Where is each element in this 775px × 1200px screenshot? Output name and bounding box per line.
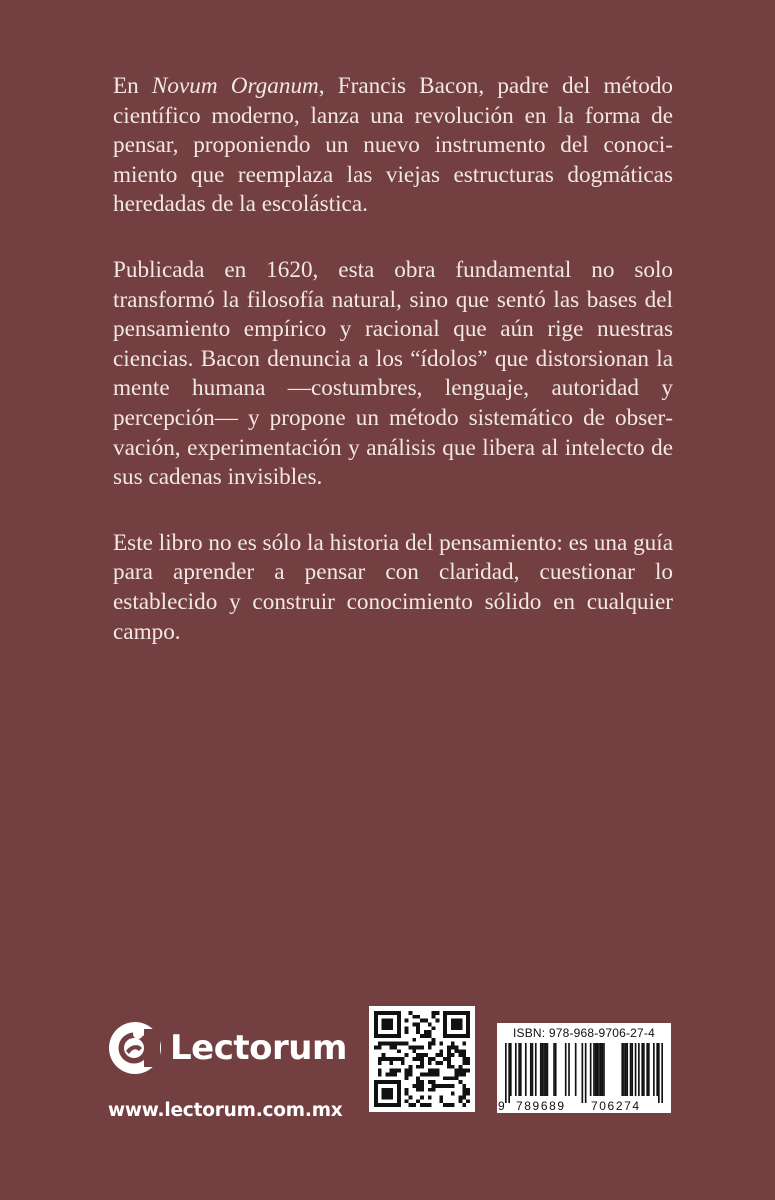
blurb-p1-lead: En (113, 73, 152, 99)
ean-right-group: 706274 (591, 1099, 641, 1113)
book-title: Novum Organum (151, 73, 319, 99)
barcode-bars (505, 1043, 663, 1103)
publisher-url: www.lectorum.com.mx (108, 1100, 343, 1121)
ean-left-group: 789689 (516, 1099, 566, 1113)
isbn-barcode (497, 1023, 671, 1113)
ean-digits (497, 1099, 671, 1113)
qr-code-icon (374, 1011, 470, 1107)
blurb-paragraph-2: Publicada en 1620, esta obra fundamental no solo transformó la filosofía natural, sino que sentó las bases del pensamiento empírico y racional que aún rige nuestras ciencias. Bacon denuncia a los “ídolos” que distorsionan la mente humana —costumbres, lenguaje, autoridad y percepción— y propone un método sistemático de observación, experimentación y análisis que libera al intelecto de sus cadenas invisibles. (113, 256, 673, 491)
isbn-label: ISBN: 978-968-9706-27-4 (512, 1026, 656, 1040)
publisher-logo (108, 1018, 368, 1078)
blurb-paragraph-1 (113, 72, 673, 220)
lectorum-logo-icon (108, 1021, 162, 1075)
blurb-p1-rest: , Francis Bacon, padre del método científico moderno, lanza una revolución en la forma de pensar, proponiendo un nuevo instrumento del conocimiento que reemplaza las viejas estructuras dogmáticas heredadas de la escolástica. (113, 73, 674, 218)
publisher-name: Lectorum (170, 1028, 347, 1068)
back-cover-blurb (113, 72, 673, 683)
ean-first-digit: 9 (498, 1099, 505, 1113)
qr-code (369, 1006, 475, 1112)
blurb-paragraph-3: Este libro no es sólo la historia del pensamiento: es una guía para aprender a pensar con claridad, cuestionar lo establecido y construir conocimiento sólido en cualquier campo. (113, 529, 673, 645)
publisher-block (108, 1018, 368, 1122)
